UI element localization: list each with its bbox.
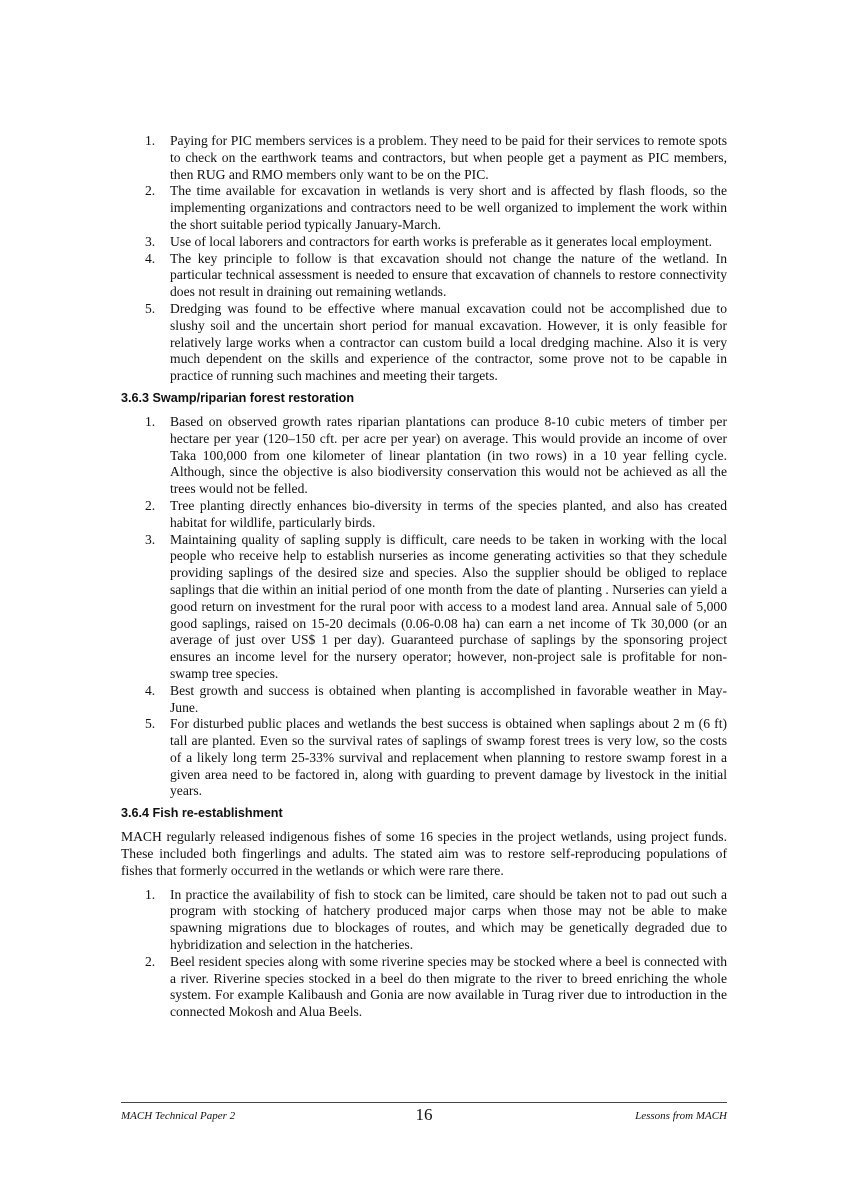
list-item: 5. Dredging was found to be effective where manual excavation could not be accomplished due to slushy soil and the uncertain short period for manual excavation. However, it is only feasible for relatively large works when a contractor can custom build a local dredging machine. Also it is very much dependent on the skills and experience of the contractor, some prove not to be capable in practice of running such machines and meeting their targets.	[145, 300, 727, 384]
footer-section-title: Lessons from MACH	[635, 1110, 727, 1122]
list-item: 1. Paying for PIC members services is a problem. They need to be paid for their services to remote spots to check on the earthwork teams and contractors, but when people get a payment as PIC members, then RUG and RMO members only want to be on the PIC.	[145, 133, 727, 182]
list-item: 1. Based on observed growth rates riparian plantations can produce 8-10 cubic meters of timber per hectare per year (120–150 cft. per acre per year) on average. This would provide an income of over Taka 100,000 from one kilometer of linear plantation (in two rows) in a 10 year felling cycle. Although, since the objective is also biodiversity conservation this would not be achieved as all the trees would not be felled.	[145, 413, 727, 497]
list-item: 2. Tree planting directly enhances bio-diversity in terms of the species planted, and also has created habitat for wildlife, particularly birds.	[145, 497, 727, 530]
list-item: 2. The time available for excavation in wetlands is very short and is affected by flash floods, so the implementing organizations and contractors need to be well organized to implement the work within the short suitable period typically January-March.	[145, 183, 727, 232]
list-item: 3. Use of local laborers and contractors for earth works is preferable as it generates local employment.	[145, 233, 713, 249]
page-footer	[121, 1102, 727, 1133]
fish-lessons-list	[121, 887, 727, 1021]
fish-intro-paragraph: MACH regularly released indigenous fishes of some 16 species in the project wetlands, using project funds. These included both fingerlings and adults. The stated aim was to restore self-reproducing populations of fishes that formerly occurred in the wetlands or which were rare there.	[121, 829, 727, 878]
list-item: 5. For disturbed public places and wetlands the best success is obtained when saplings about 2 m (6 ft) tall are planted. Even so the survival rates of saplings of swamp forest trees is very low, so the costs of a likely long term 25-33% survival and replacement when planning to restore swamp forest in a given area need to be factored in, along with guarding to prevent damage by livestock in the initial years.	[145, 716, 727, 799]
section-heading-fish-reestablishment: 3.6.4 Fish re-establishment	[121, 806, 283, 821]
excavation-lessons-list	[121, 133, 727, 385]
footer-document-title: MACH Technical Paper 2	[121, 1110, 236, 1122]
list-item: 1. In practice the availability of fish to stock can be limited, care should be taken not to pad out such a program with stocking of hatchery produced major carps when those may not be able to make spawning migrations due to blockages of routes, and which may be genetically degraded due to hybridization and selection in the hatcheries.	[145, 886, 727, 953]
list-item: 4. Best growth and success is obtained when planting is accomplished in favorable weather in May- June.	[145, 682, 727, 715]
list-item: 4. The key principle to follow is that excavation should not change the nature of the wetland. In particular technical assessment is needed to ensure that excavation of channels to restore connectivity does not result in draining out remaining wetlands.	[145, 250, 727, 300]
list-item: 2. Beel resident species along with some riverine species may be stocked where a beel is connected with a river. Riverine species stocked in a beel do then migrate to the river to breed enriching the whole system. For example Kalibaush and Gonia are now available in Turag river due to introduction in the connected Mokosh and Alua Beels.	[145, 953, 727, 1020]
list-item: 3. Maintaining quality of sapling supply is difficult, care needs to be taken in working with the local people who receive help to establish nurseries as income generating activities so that they schedule providing saplings of the desired size and species. Also the supplier should be obliged to replace saplings that die within an initial period of one month from the date of planting . Nurseries can yield a good return on investment for the rural poor with access to a modest land area. Annual sale of 5,000 good saplings, raised on 15-20 decimals (0.06-0.08 ha) can earn a net income of Tk 30,000 (or an average of just over US$ 1 per day). Guaranteed purchase of saplings by the sponsoring project ensures an income level for the nursery operator; however, non-project sale is profitable for non-swamp tree species.	[145, 531, 727, 681]
page-number: 16	[415, 1105, 433, 1124]
forest-restoration-list	[121, 414, 727, 800]
section-heading-forest-restoration: 3.6.3 Swamp/riparian forest restoration	[121, 390, 355, 405]
page-content	[121, 133, 727, 1021]
